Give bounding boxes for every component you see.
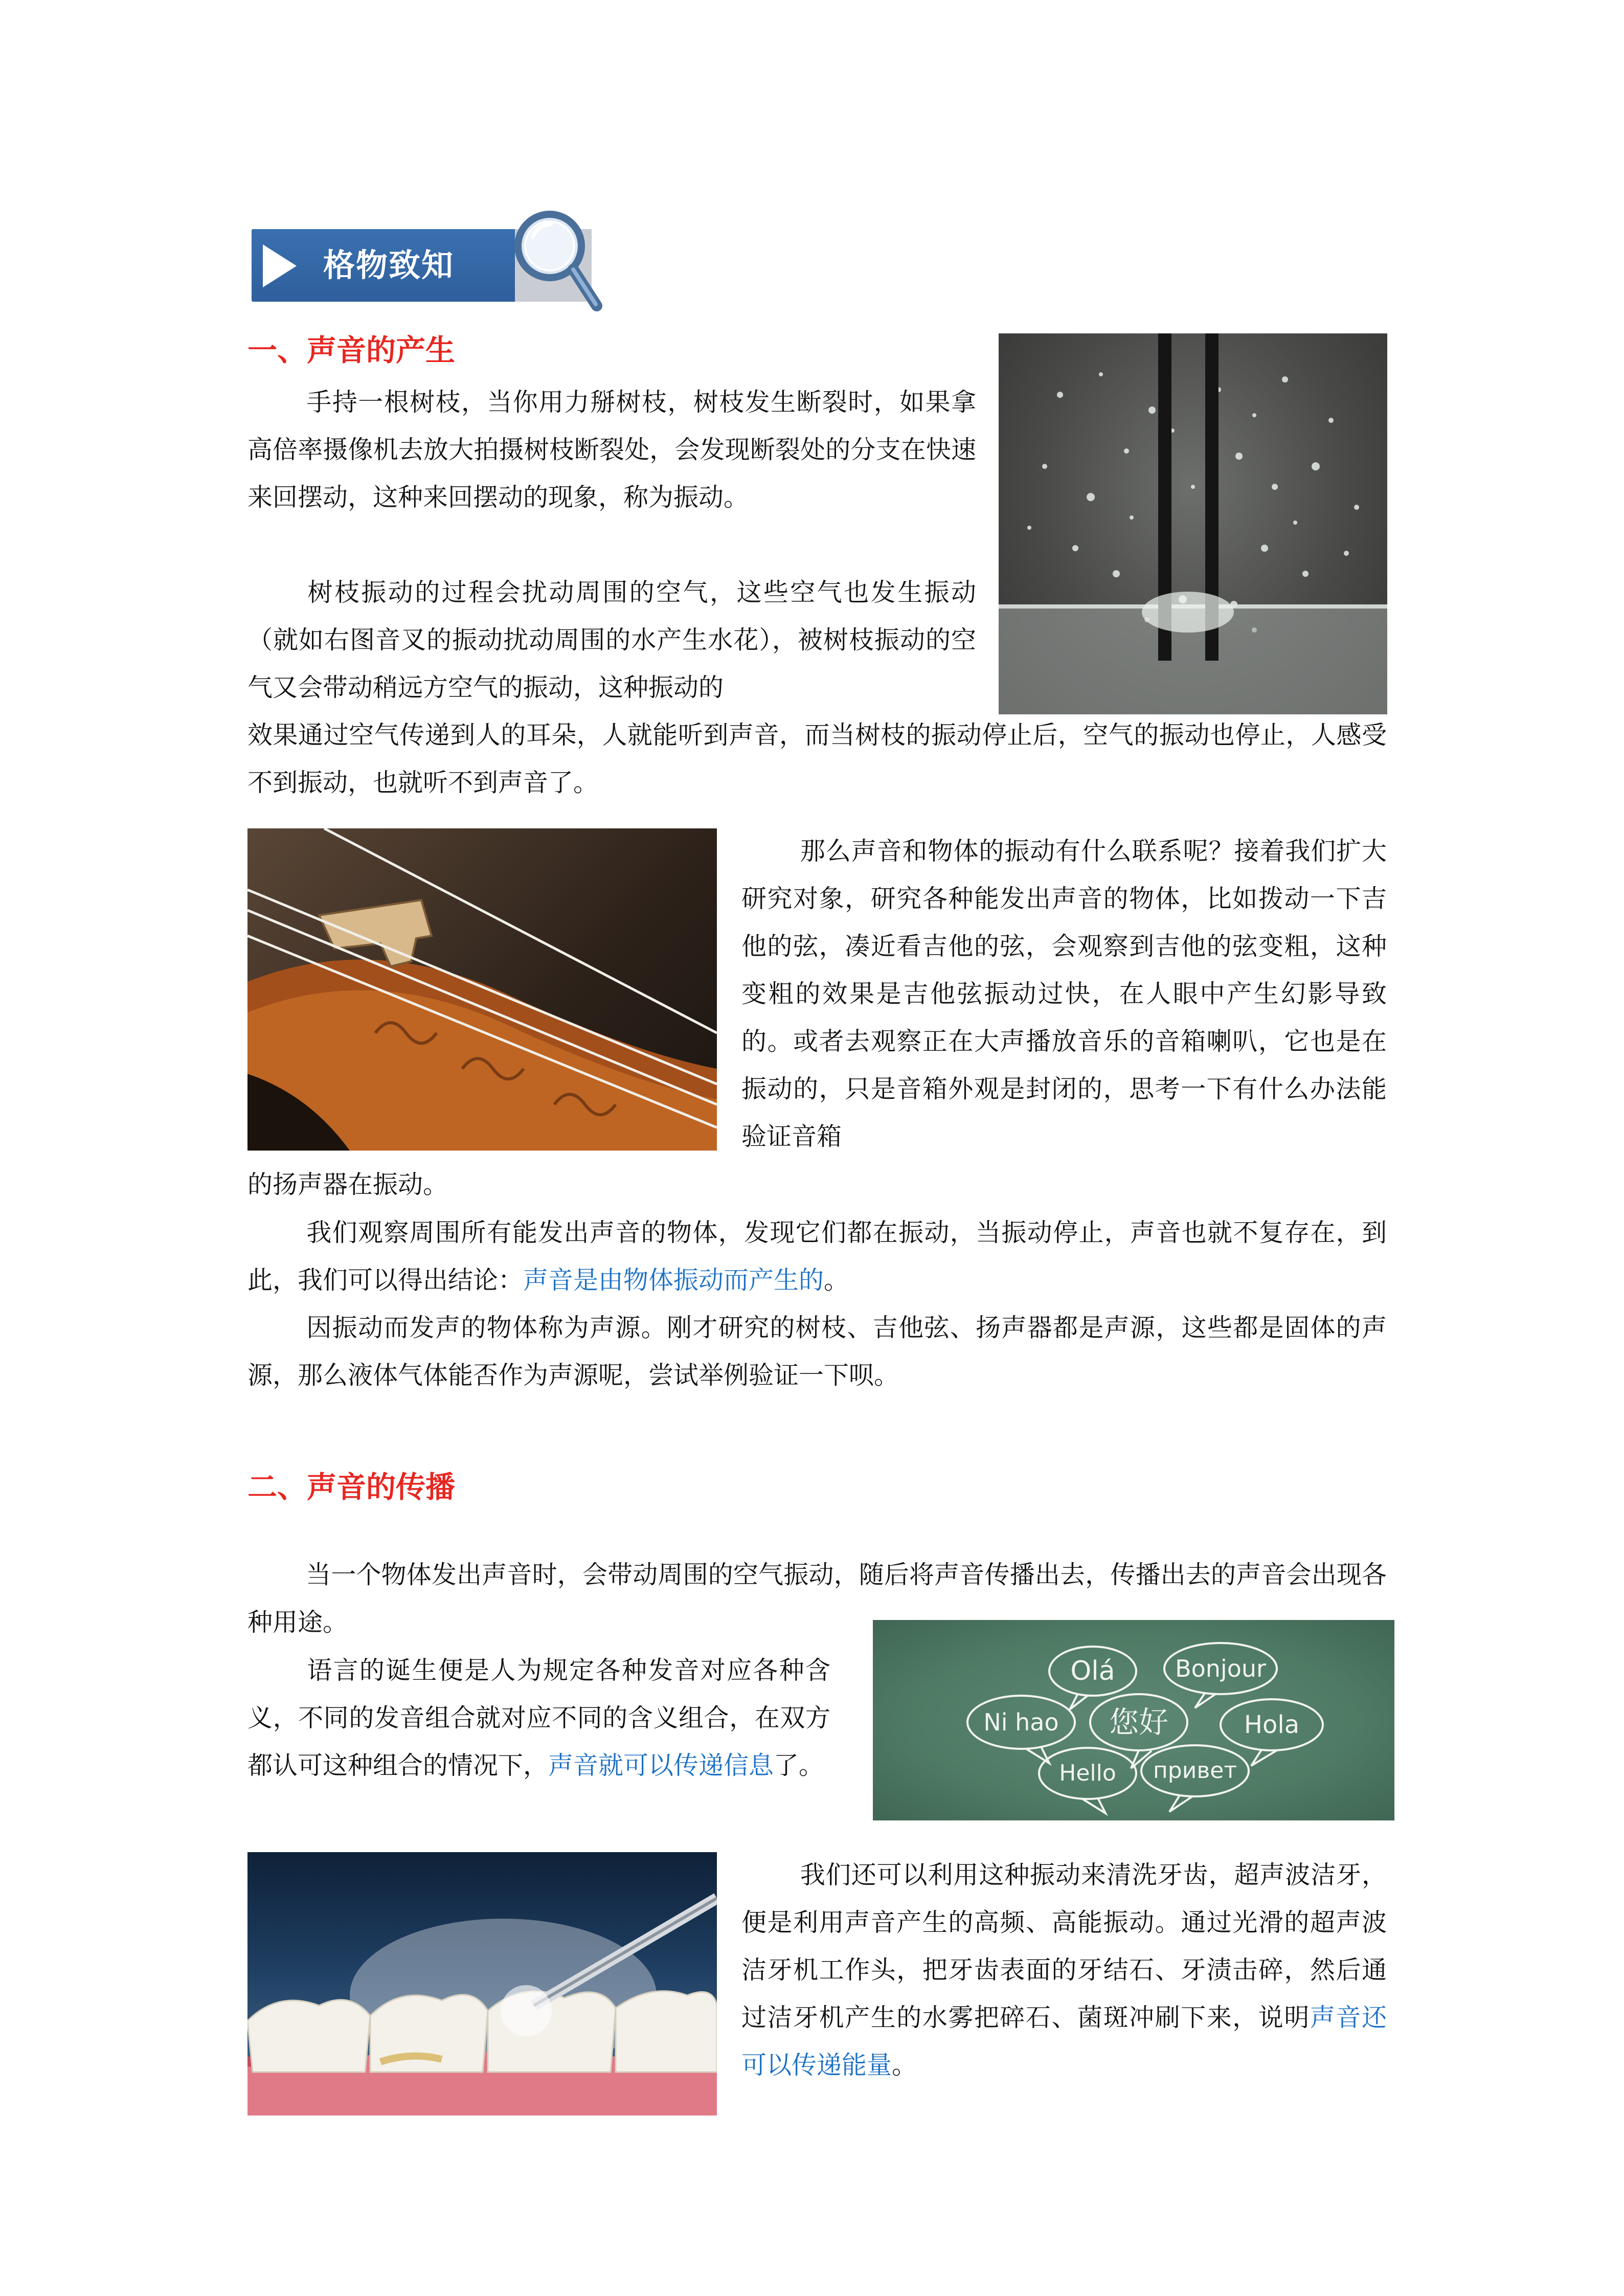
bubble-chinese: 您好 [1109,1705,1168,1740]
information-highlight: 声音就可以传递信息 [548,1751,774,1780]
section1-paragraph-2a [247,569,976,711]
section2-paragraph-2 [247,1647,830,1789]
section1-p3a-text: 那么声音和物体的振动有什么联系呢？接着我们扩大研究对象，研究各种能发出声音的物体，比如拨动一下吉他的弦，凑近看吉他的弦，会观察到吉他的弦变粗，这种变粗的效果是吉他弦振动过快，在人眼中产生幻影导致的。或者去观察正在大声播放音乐的音箱喇叭，它也是在振动的，只是音箱外观是封闭的，思考一下有什么办法能验证音箱 [741,837,1387,1151]
greetings-chalkboard-image [873,1620,1394,1820]
section1-paragraph-2b [247,711,1387,806]
conclusion-highlight: 声音是由物体振动而产生的 [523,1266,824,1295]
section1-heading: 一、声音的产生 [247,333,456,368]
section1-p5-text: 因振动而发声的物体称为声源。刚才研究的树枝、吉他弦、扬声器都是声源，这些都是固体的声源，那么液体气体能否作为声源呢，尝试举例验证一下呗。 [247,1313,1387,1390]
section1-paragraph-5 [247,1304,1387,1399]
bubble-hola: Hola [1244,1710,1300,1739]
section1-p4-text: 我们观察周围所有能发出声音的物体，发现它们都在振动，当振动停止，声音也就不复存在，到此，我们可以得出结论： [247,1218,1387,1295]
section2-p2-text: 语言的诞生便是人为规定各种发音对应各种含义，不同的发音组合就对应不同的含义组合，在双方都认可这种组合的情况下， [247,1656,830,1780]
magnifier-icon [505,201,607,319]
bubble-bonjour: Bonjour [1175,1655,1266,1682]
banner-label: 格物致知 [323,246,455,284]
section1-p2b-text: 效果通过空气传递到人的耳朵，人就能听到声音，而当树枝的振动停止后，空气的振动也停止，人感受不到振动，也就听不到声音了。 [247,721,1387,797]
section1-paragraph-3a [741,827,1387,1160]
section1-p1-text: 手持一根树枝，当你用力掰树枝，树枝发生断裂时，如果拿高倍率摄像机去放大拍摄树枝断裂处，会发现断裂处的分支在快速来回摆动，这种来回摆动的现象，称为振动。 [247,388,976,512]
section1-paragraph-4 [247,1209,1387,1304]
section2-p3-text: 我们还可以利用这种振动来清洗牙齿，超声波洁牙，便是利用声音产生的高频、高能振动。通过光滑的超声波洁牙机工作头，把牙齿表面的牙结石、牙渍击碎，然后通过洁牙机产生的水雾把碎石、菌斑冲刷下来，说明 [741,1860,1387,2032]
ultrasonic-teeth-cleaning-image [247,1852,717,2115]
bubble-hello: Hello [1059,1760,1116,1786]
bubble-nihao: Ni hao [983,1708,1059,1736]
tuning-fork-splash-image [999,333,1387,714]
section1-paragraph-1 [247,378,976,521]
violin-strings-image [247,828,717,1151]
section1-p4-end: 。 [824,1266,849,1295]
energy-highlight: 声音还可以传递能量 [741,2003,1387,2080]
section2-heading: 二、声音的传播 [247,1470,456,1504]
section1-paragraph-3b [247,1161,1387,1208]
section2-p3-end: 。 [892,2051,917,2080]
section1-p3b-text: 的扬声器在振动。 [247,1170,448,1199]
section1-p2a-text: 树枝振动的过程会扰动周围的空气，这些空气也发生振动（就如右图音叉的振动扰动周围的水产生水花），被树枝振动的空气又会带动稍远方空气的振动，这种振动的 [247,578,976,702]
section2-p1-text: 当一个物体发出声音时，会带动周围的空气振动，随后将声音传播出去，传播出去的声音会出现各种用途。 [247,1560,1387,1637]
section2-p2-end: 了。 [774,1751,824,1780]
bubble-privet: привет [1153,1758,1237,1784]
section-banner [252,229,599,302]
section2-paragraph-3 [741,1851,1387,2089]
play-triangle-icon [263,244,297,287]
bubble-ola: Olá [1070,1656,1115,1686]
